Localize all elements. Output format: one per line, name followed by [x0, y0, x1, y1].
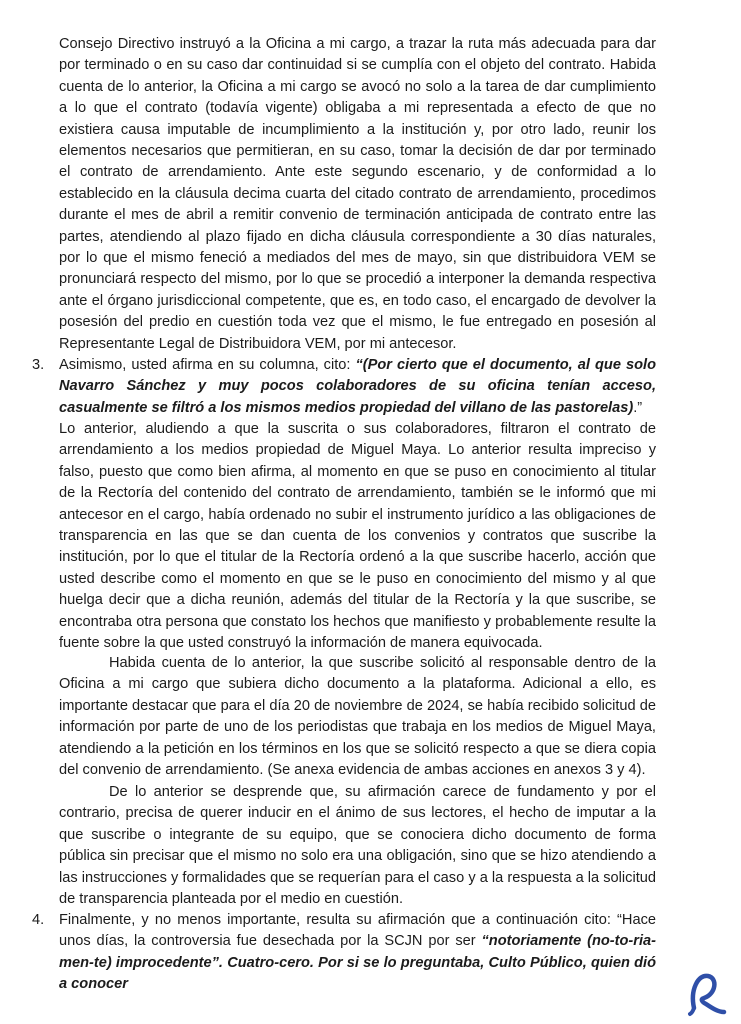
- signature-initial-icon: [672, 968, 732, 1018]
- item-3-paragraph-b: Habida cuenta de lo anterior, la que suscribe solicitó al responsable dentro de la Oficina a mi cargo que subiera dicho documento a la plataforma. Adicional a ello, es importante destacar que para el día 20 de noviembre de 2024, se había recibido solicitud de información por parte de uno de los periodistas que trabaja en los medios de Miguel Maya, atendiendo a la petición en los términos en los que se solicitó respecto a que se diera copia del convenio de arrendamiento. (Se anexa evidencia de ambas acciones en anexos 3 y 4).: [59, 655, 656, 779]
- item-4-statement: [59, 910, 656, 996]
- item-3-statement: [59, 355, 656, 419]
- item-3-quote: “(Por cierto que el documento, al que solo Navarro Sánchez y muy pocos colaboradores de su oficina tenían acceso, casualmente se filtró a los mismos medios propiedad del villano de las pastorelas): [59, 357, 656, 416]
- item-4-quote: “notoriamente (no-to-ria-men-te) improcedente”. Cuatro-cero. Por si se lo preguntaba, Culto Público, quien dió a conocer: [59, 933, 656, 993]
- item-4-lead: Finalmente, y no menos importante, resulta su afirmación que a continuación cito: “Hace unos días, la controversia fue desechada por la SCJN por ser: [59, 912, 656, 950]
- paragraph-intro: Consejo Directivo instruyó a la Oficina a mi cargo, a trazar la ruta más adecuada para dar por terminado o en su caso dar continuidad si se cumplía con el objeto del contrato. Habida cuenta de lo anterior, la Oficina a mi cargo se avocó no solo a la tarea de dar cumplimiento a lo que el contrato (todavía vigente) obligaba a mi representada a efecto de que no existiera causa imputable de incumplimiento a la institución y, por otro lado, reunir los elementos necesarios que permitieran, en su caso, tomar la decisión de dar por terminado el contrato de arrendamiento. Ante este segundo escenario, y de conformidad a lo establecido en la cláusula decima cuarta del citado contrato de arrendamiento, procedimos durante el mes de abril a remitir convenio de terminación anticipada de contrato entre las partes, atendiendo al plazo fijado en dicha cláusula correspondiente a 30 días naturales, por lo que el mismo feneció a mediados del mes de mayo, sin que distribuidora VEM se pronunciará respecto del mismo, por lo que se procedió a interponer la demanda respectiva ante el órgano jurisdiccional competente, que es, en todo caso, el encargado de devolver la posesión del predio en cuestión toda vez que el mismo, le fue entregado en posesión al Representante Legal de Distribuidora VEM, por mi antecesor.: [59, 36, 656, 352]
- item-4-number: 4.: [32, 912, 45, 928]
- item-3-quote-end: .”: [633, 399, 643, 416]
- item-3-lead: Asimismo, usted afirma en su columna, cito:: [59, 357, 356, 373]
- item-3-paragraph-c: De lo anterior se desprende que, su afirmación carece de fundamento y por el contrario, precisa de querer inducir en el ánimo de sus lectores, el hecho de imputar a la que suscribe o integrante de su equipo, que se conociera dicho documento de forma pública sin precisar que el mismo no solo era una obligación, sino que se hizo atendiendo a las instrucciones y formalidades que se requerían para el caso y a la respuesta a la solicitud de transparencia planteada por el medio en cuestión.: [59, 784, 656, 908]
- item-3-number: 3.: [32, 357, 45, 373]
- item-3-paragraph-a: Lo anterior, aludiendo a que la suscrita o sus colaboradores, filtraron el contrato de arrendamiento a los medios propiedad de Miguel Maya. Lo anterior resulta impreciso y falso, puesto que como bien afirma, al momento en que se puso en conocimiento al titular de la Rectoría del contenido del contrato de arrendamiento, también se le informó que mi antecesor en el cargo, había ordenado no subir el instrumento jurídico a las obligaciones de transparencia en las que se dan cuenta de los convenios y contratos que suscribe la institución, por lo que el titular de la Rectoría ordenó a la que suscribe hacerlo, acción que usted describe como el momento en que se le puso en conocimiento del mismo y al que huelga decir que a dicha reunión, además del titular de la Rectoría y la que suscribe, se encontraba otra persona que constato los hechos que manifiesto y probablemente resulte la fuente sobre la que usted construyó la información de manera equivocada.: [59, 421, 656, 652]
